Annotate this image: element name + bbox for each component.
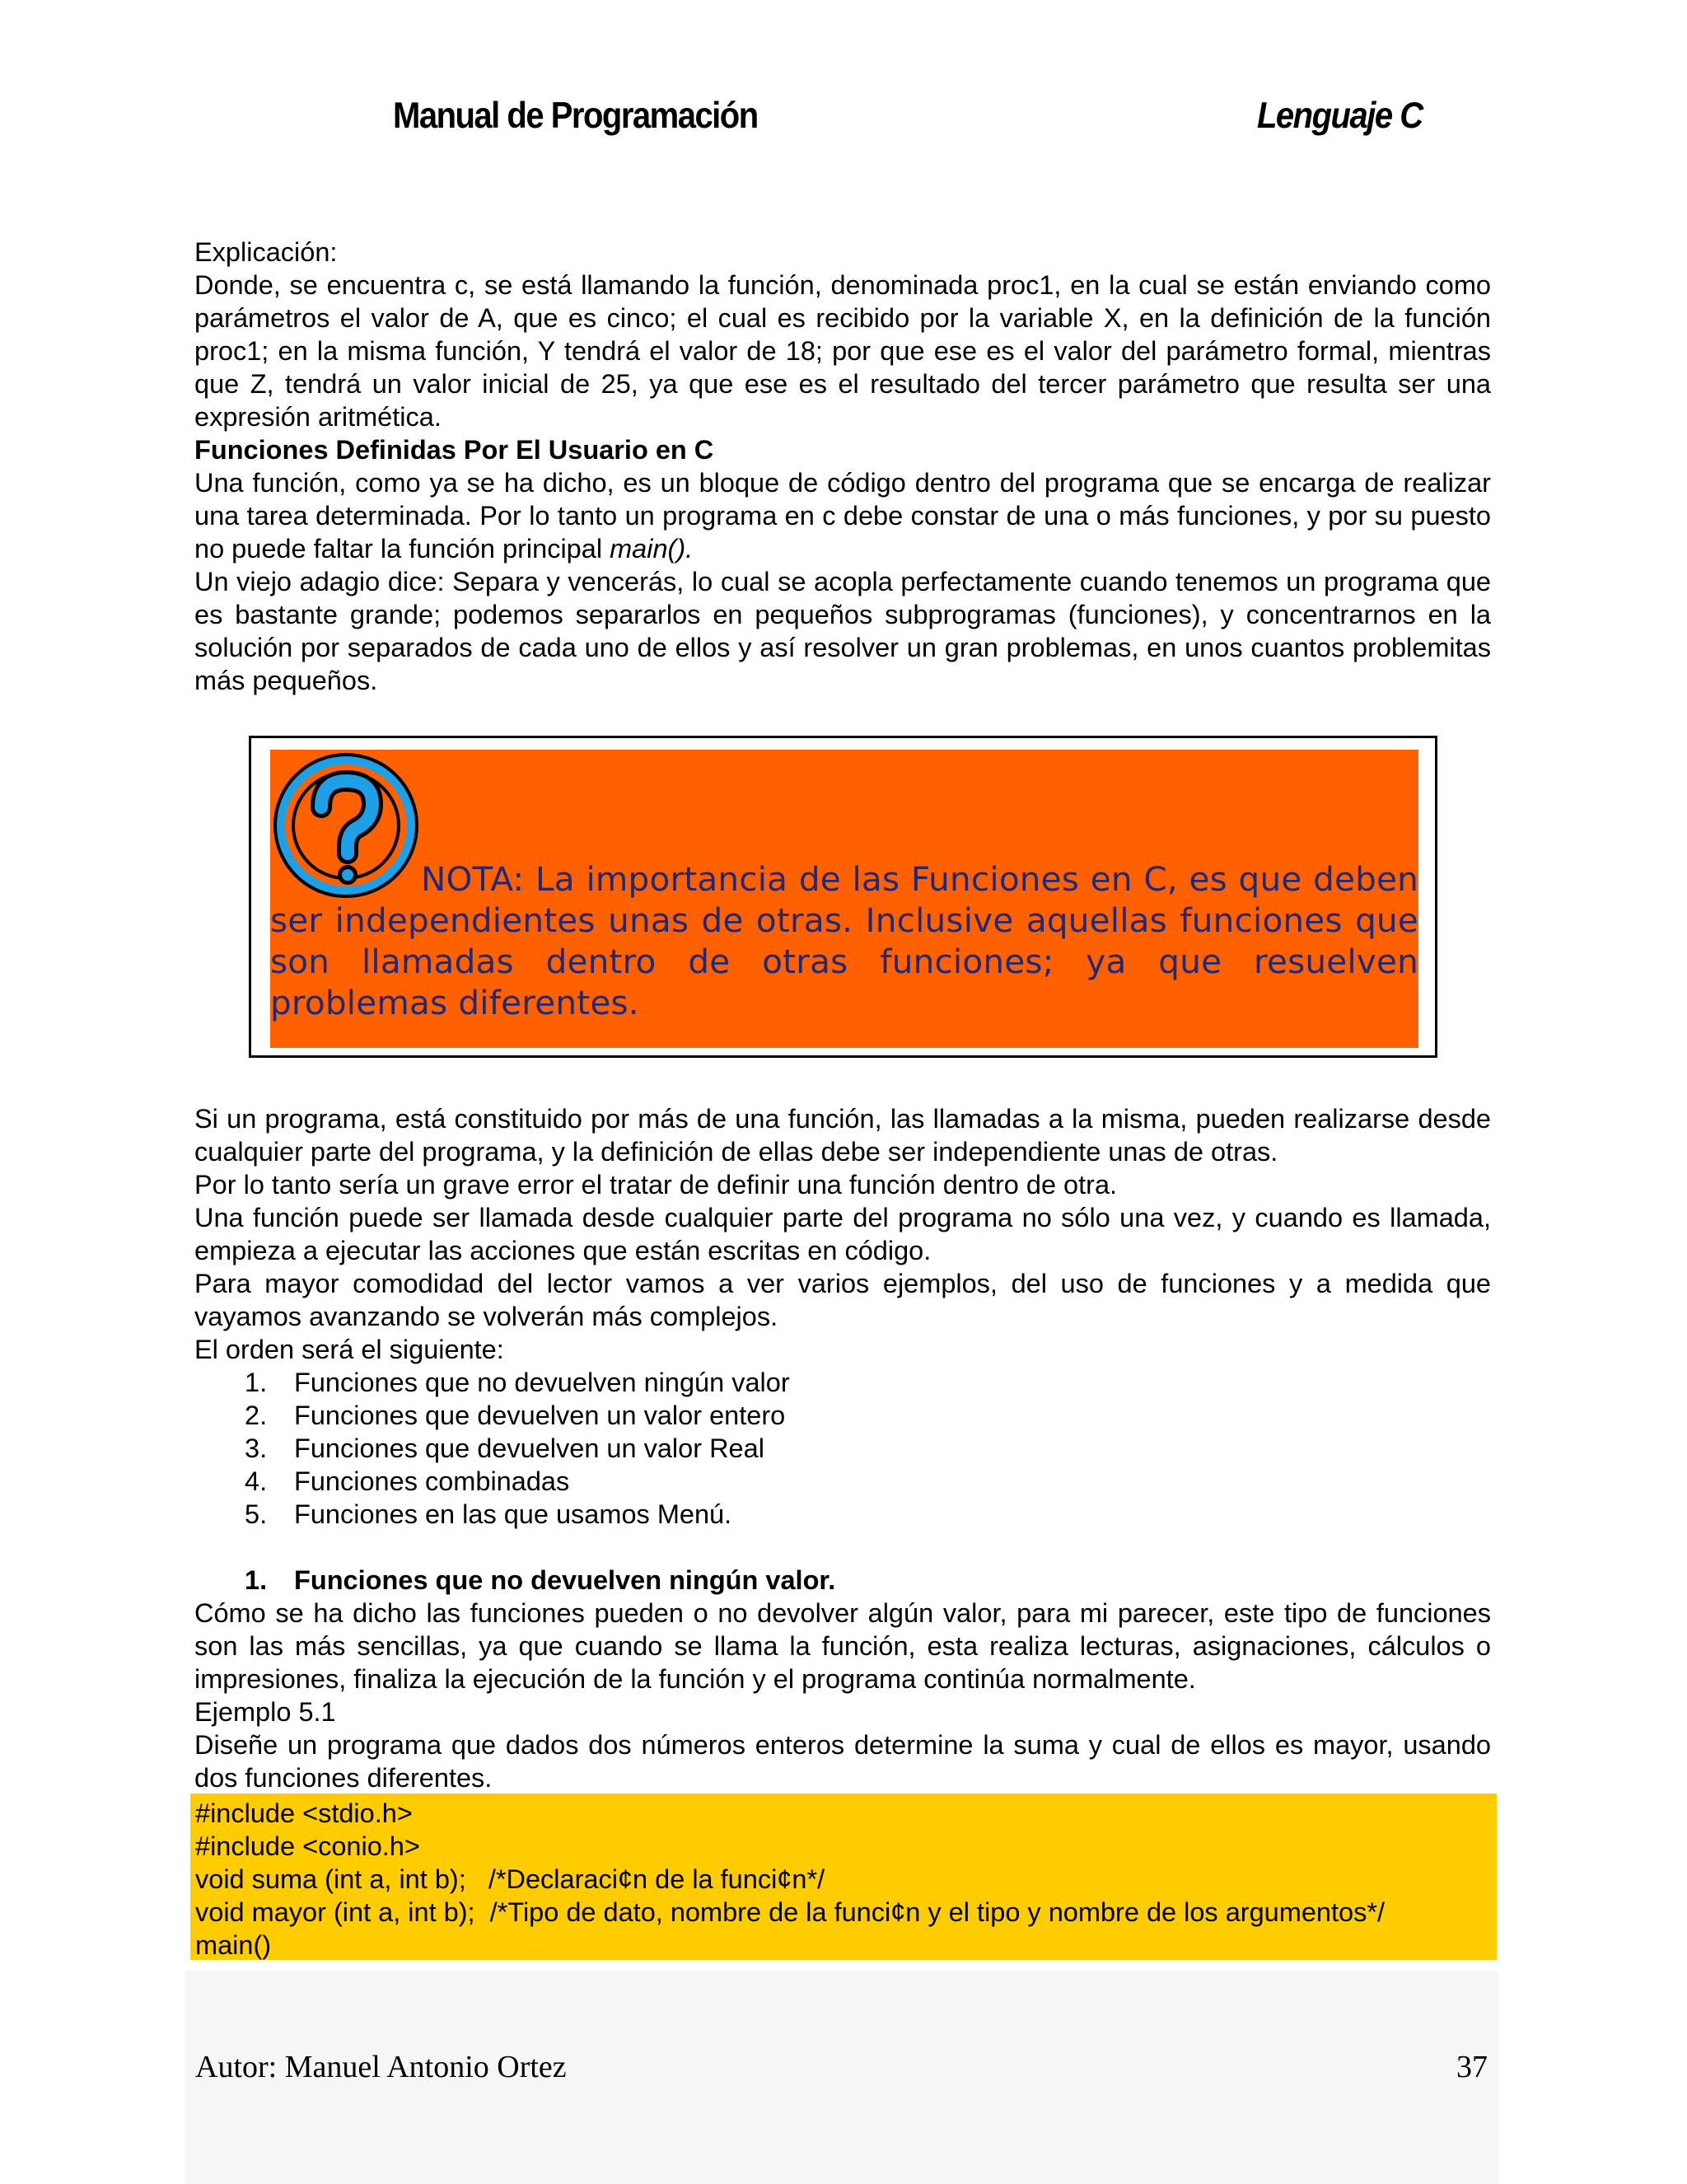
list-item	[194, 1498, 1491, 1531]
section-heading: Funciones Definidas Por El Usuario en C	[194, 435, 714, 465]
paragraph-functions-intro-text: Una función, como ya se ha dicho, es un bloque de código dentro del programa que se encarga de realizar una tarea determinada. Por lo tanto un programa en c debe constar de una o más funciones, y por su puesto no puede faltar la función principal	[194, 468, 1491, 564]
paragraph-functions-intro	[194, 466, 1491, 565]
paragraph-exercise: Diseñe un programa que dados dos números enteros determine la suma y cual de ellos es mayor, usando dos funciones diferentes.	[194, 1730, 1491, 1793]
list-item-number: 1.	[245, 1368, 268, 1397]
code-line: #include <stdio.h>	[195, 1798, 413, 1828]
footer-author: Autor: Manuel Antonio Ortez	[195, 2050, 567, 2084]
subsection-number: 1.	[245, 1565, 268, 1595]
list-item-text: Funciones que no devuelven ningún valor	[294, 1368, 790, 1397]
list-item	[194, 1399, 1491, 1432]
explanation-label: Explicación:	[194, 237, 338, 267]
code-line: void suma (int a, int b); /*Declaraci¢n de la funci¢n*/	[195, 1864, 825, 1894]
header-title-left: Manual de Programación	[393, 96, 758, 137]
page-header	[0, 96, 1687, 145]
list-item	[194, 1465, 1491, 1498]
main-function-name: main().	[610, 534, 694, 564]
code-block	[190, 1793, 1497, 1960]
paragraph-examples: Para mayor comodidad del lector vamos a ver varios ejemplos, del uso de funciones y a medida que vayamos avanzando se volverán más complejos.	[194, 1269, 1491, 1331]
function-types-list	[194, 1366, 1491, 1531]
code-line: void mayor (int a, int b); /*Tipo de dato, nombre de la funci¢n y el tipo y nombre de los argumentos*/	[195, 1897, 1385, 1927]
paragraph-order: El orden será el siguiente:	[194, 1335, 504, 1364]
paragraph-no-return: Cómo se ha dicho las funciones pueden o no devolver algún valor, para mi parecer, este tipo de funciones son las más sencillas, ya que cuando se llama la función, esta realiza lecturas, asignaciones, cálculos o impresiones, finaliza la ejecución de la función y el programa continúa normalmente.	[194, 1598, 1491, 1694]
note-box	[270, 750, 1418, 1048]
header-title-right: Lenguaje C	[1257, 96, 1423, 137]
subsection-heading	[194, 1564, 1491, 1597]
paragraph-call-anywhere: Una función puede ser llamada desde cualquier parte del programa no sólo una vez, y cuando es llamada, empieza a ejecutar las acciones que están escritas en código.	[194, 1203, 1491, 1265]
code-line: #include <conio.h>	[195, 1831, 420, 1861]
list-item-number: 2.	[245, 1401, 268, 1430]
example-label: Ejemplo 5.1	[194, 1697, 336, 1727]
code-line: main()	[195, 1930, 272, 1960]
list-item-text: Funciones en las que usamos Menú.	[294, 1499, 732, 1529]
paragraph-calls: Si un programa, está constituido por más de una función, las llamadas a la misma, pueden realizarse desde cualquier parte del programa, y la definición de ellas debe ser independiente unas de otras.	[194, 1104, 1491, 1167]
paragraph-grave-error: Por lo tanto sería un grave error el tratar de definir una función dentro de otra.	[194, 1170, 1118, 1200]
list-item-number: 4.	[245, 1466, 268, 1496]
list-item-number: 3.	[245, 1433, 268, 1463]
list-item	[194, 1366, 1491, 1399]
list-item-text: Funciones que devuelven un valor Real	[294, 1433, 764, 1463]
footer-page-number: 37	[1456, 2050, 1488, 2084]
paragraph-adagio: Un viejo adagio dice: Separa y vencerás, lo cual se acopla perfectamente cuando tenemos un programa que es bastante grande; podemos separarlos en pequeños subprogramas (funciones), y concentrarnos en la solución por separados de cada uno de ellos y así resolver un gran problemas, en unos cuantos problemitas más pequeños.	[194, 567, 1491, 695]
list-item-number: 5.	[245, 1499, 268, 1529]
content-block-top	[194, 236, 1491, 697]
list-item-text: Funciones combinadas	[294, 1466, 570, 1496]
list-item	[194, 1432, 1491, 1465]
note-text: NOTA: La importancia de las Funciones en C, es que deben ser independientes unas de otras. Inclusive aquellas funciones que son llamadas dentro de otras funciones; ya que resuelven problemas diferentes.	[270, 859, 1418, 1022]
content-block-bottom	[194, 1102, 1491, 1794]
list-item-text: Funciones que devuelven un valor entero	[294, 1401, 786, 1430]
explanation-paragraph: Donde, se encuentra c, se está llamando la función, denominada proc1, en la cual se están enviando como parámetros el valor de A, que es cinco; el cual es recibido por la variable X, en la definición de la función proc1; en la misma función, Y tendrá el valor de 18; por que ese es el valor del parámetro formal, mientras que Z, tendrá un valor inicial de 25, ya que ese es el resultado del tercer parámetro que resulta ser una expresión aritmética.	[194, 270, 1491, 432]
subsection-title: Funciones que no devuelven ningún valor.	[294, 1565, 836, 1595]
